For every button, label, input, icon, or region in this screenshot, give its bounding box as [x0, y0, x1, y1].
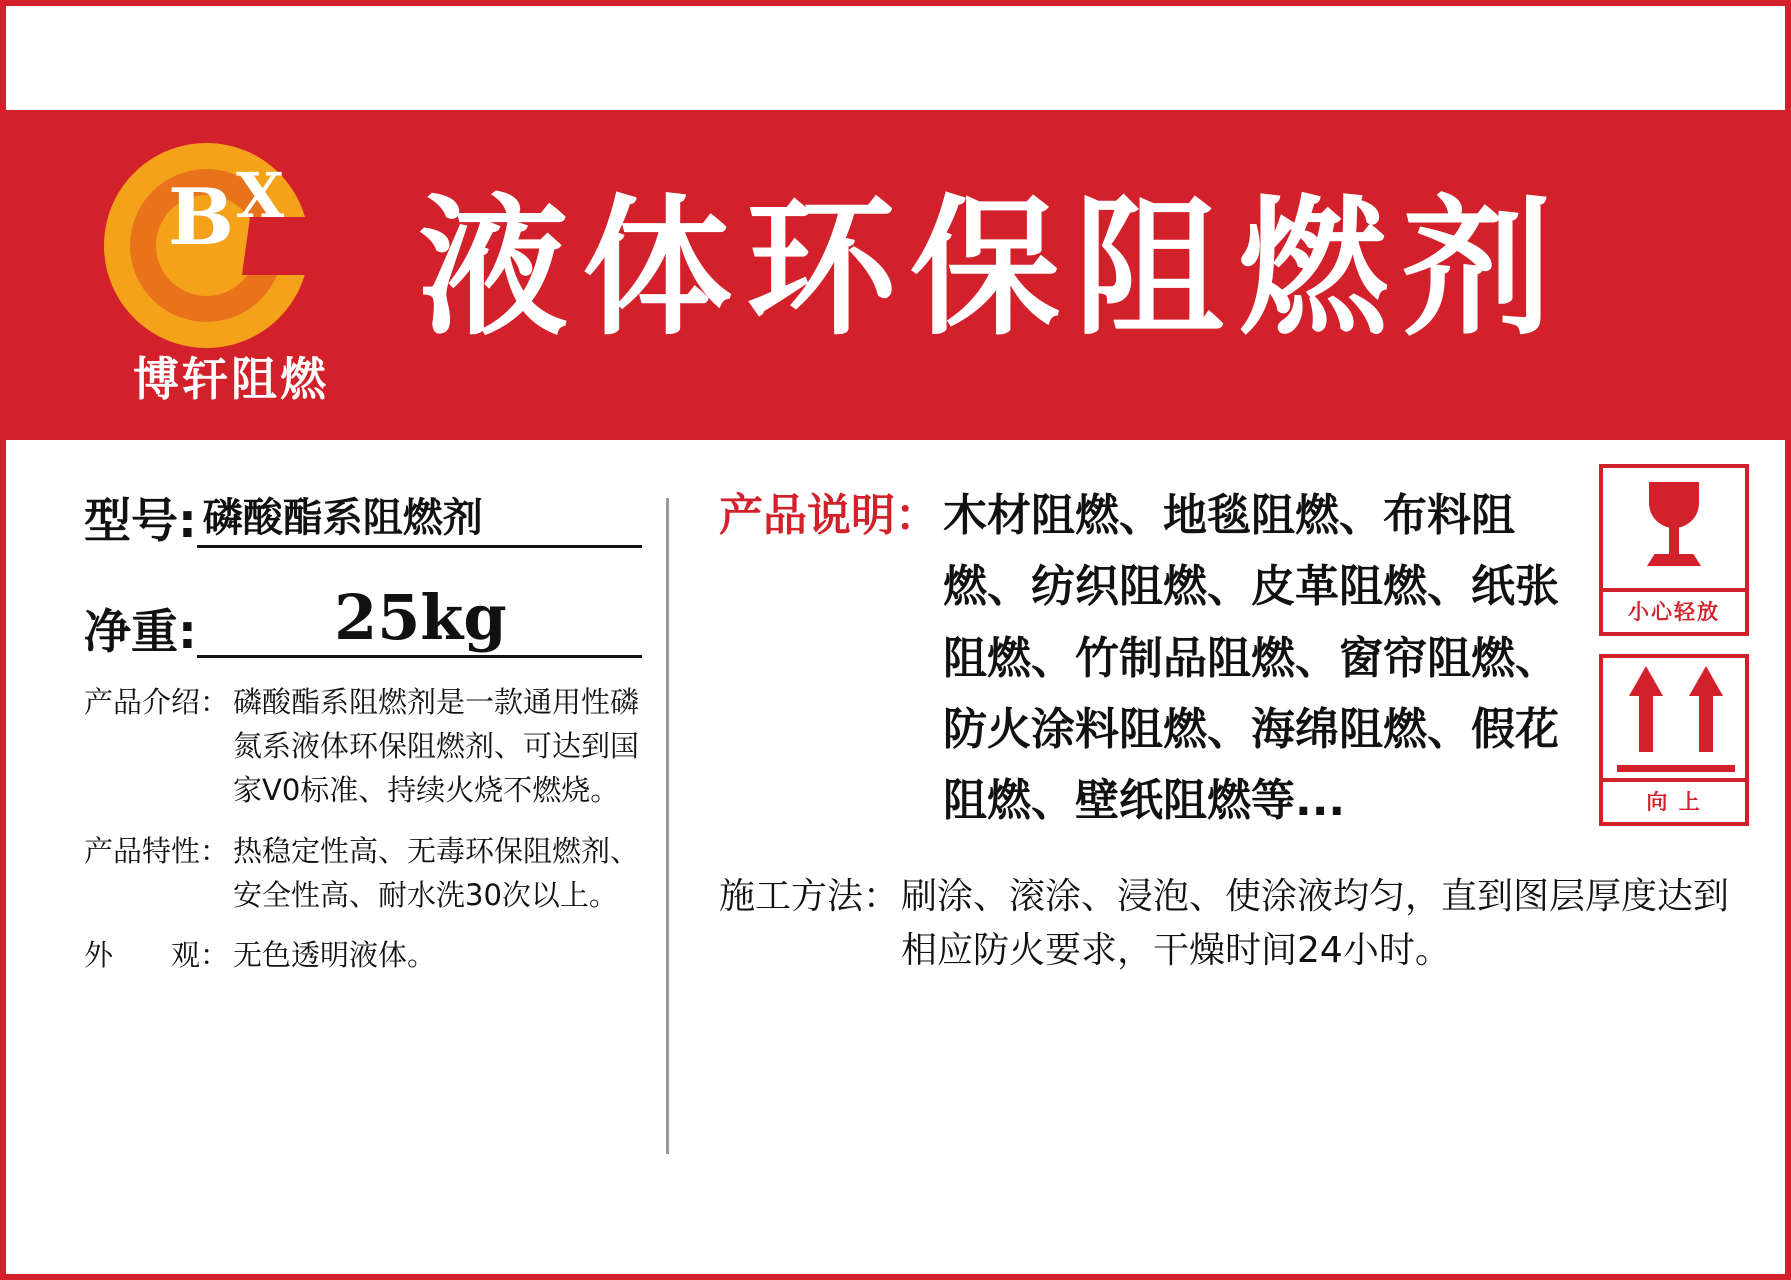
appearance-value: 无色透明液体。: [233, 937, 437, 972]
arrow-head-shape: [1629, 666, 1663, 696]
up-arrow-right: [1689, 666, 1723, 752]
arrow-head-shape: [1689, 666, 1723, 696]
feature-label: 产品特性：: [84, 833, 230, 868]
model-label: 型号:: [84, 494, 197, 550]
spec-column: [6, 440, 666, 1274]
netweight-field: [84, 582, 642, 658]
intro-block: [84, 680, 642, 812]
appearance-label: 外 观：: [84, 937, 230, 972]
arrow-baseline: [1617, 765, 1735, 772]
handling-marks: [1599, 464, 1749, 844]
intro-label: 产品介绍：: [84, 685, 230, 720]
label-body: [6, 440, 1785, 1274]
model-field: [84, 495, 642, 548]
brand-logo: [96, 135, 366, 415]
fragile-caption: 小心轻放: [1603, 588, 1745, 632]
intro-value: 磷酸酯系阻燃剂是一款通用性磷氮系液体环保阻燃剂、可达到国家V0标准、持续火烧不燃烧。: [233, 685, 640, 808]
usage-column: [669, 440, 1785, 1274]
glass-base-shape: [1647, 554, 1701, 566]
fragile-mark: [1599, 464, 1749, 636]
logo-letter-x: X: [236, 159, 285, 232]
netweight-label: 净重:: [84, 604, 197, 660]
logo-letter-b: B: [168, 172, 234, 263]
fragile-glass-icon: [1603, 468, 1745, 588]
arrow-body-shape: [1699, 696, 1713, 752]
model-value: 磷酸酯系阻燃剂: [197, 495, 642, 548]
feature-block: [84, 829, 642, 917]
this-side-up-mark: [1599, 654, 1749, 826]
feature-value: 热稳定性高、无毒环保阻燃剂、安全性高、耐水洗30次以上。: [233, 833, 640, 912]
glass-stem-shape: [1669, 526, 1679, 556]
this-side-up-caption: 向 上: [1603, 778, 1745, 822]
method-label: 施工方法：: [719, 876, 900, 918]
page-title: 液体环保阻燃剂: [418, 182, 1567, 356]
header-band: [6, 110, 1785, 440]
up-arrow-left: [1629, 666, 1663, 752]
arrow-body-shape: [1639, 696, 1653, 752]
description-value: 木材阻燃、地毯阻燃、布料阻燃、纺织阻燃、皮革阻燃、纸张阻燃、竹制品阻燃、窗帘阻燃、防火涂料阻燃、海绵阻燃、假花阻燃、壁纸阻燃等...: [943, 490, 1559, 827]
method-value: 刷涂、滚涂、浸泡、使涂液均匀，直到图层厚度达到相应防火要求，干燥时间24小时。: [901, 876, 1730, 972]
method-block: [719, 870, 1755, 978]
brand-name-text: 博轩阻燃: [133, 352, 329, 406]
glass-bowl-shape: [1649, 482, 1699, 528]
netweight-value: 25kg: [197, 582, 642, 658]
appearance-block: [84, 933, 642, 977]
this-side-up-icon: [1603, 658, 1745, 778]
description-label: 产品说明：: [719, 490, 939, 541]
